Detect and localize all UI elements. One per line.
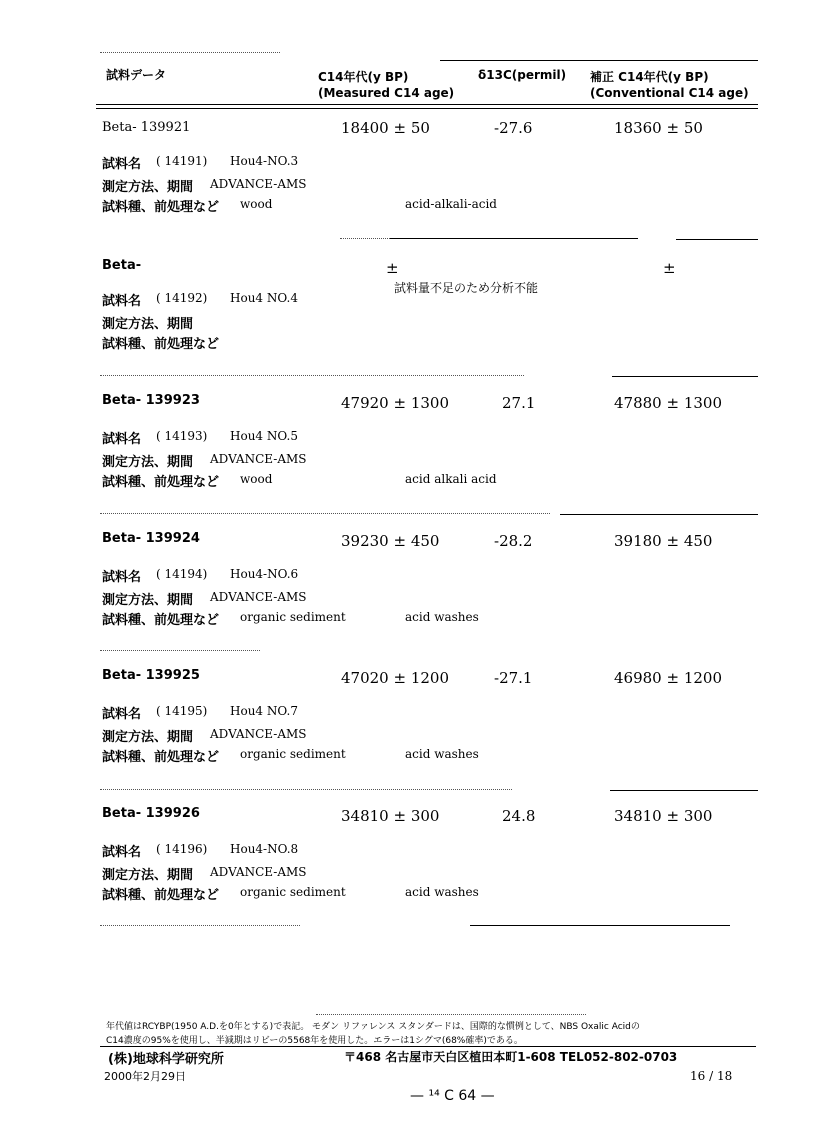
sample-name-value: Hou4-NO.8 [230, 842, 299, 856]
sample-type-label: 試料種、前処理など [102, 200, 220, 215]
sample-name-value: Hou4 NO.4 [230, 291, 298, 305]
record-conventional-age: 46980 ± 1200 [614, 669, 722, 687]
record-measured-age: 47020 ± 1200 [341, 669, 449, 687]
method-value: ADVANCE-AMS [210, 727, 307, 741]
sample-type-label: 試料種、前処理など [102, 337, 220, 352]
sample-pretreatment: acid washes [405, 747, 479, 761]
header-rule-2 [96, 108, 758, 109]
record-delta13c: 24.8 [502, 807, 536, 825]
record-conventional-age: 34810 ± 300 [614, 807, 713, 825]
sample-name-value: Hou4-NO.3 [230, 154, 299, 168]
record-divider-dots [100, 925, 300, 926]
sample-type-label: 試料種、前処理など [102, 750, 220, 765]
record-measured-age: 18400 ± 50 [341, 119, 430, 137]
sample-name-id: ( 14193) [156, 429, 208, 443]
record-conventional-age: 39180 ± 450 [614, 532, 713, 550]
method-label: 測定方法、期間 [102, 180, 194, 195]
method-label: 測定方法、期間 [102, 455, 194, 470]
company-name: (株)地球科学研究所 [108, 1052, 224, 1067]
sample-name-id: ( 14196) [156, 842, 208, 856]
record-beta-id: Beta- [102, 258, 142, 273]
sample-name-id: ( 14192) [156, 291, 208, 305]
sample-name-id: ( 14195) [156, 704, 208, 718]
document-code: — ¹⁴ C 64 — [410, 1088, 495, 1104]
record-measured-age: 47920 ± 1300 [341, 394, 449, 412]
measured-age-subheader: (Measured C14 age) [318, 86, 455, 100]
sample-name-label: 試料名 [102, 570, 142, 585]
record-delta13c: 27.1 [502, 394, 536, 412]
sample-name-label: 試料名 [102, 432, 142, 447]
record-divider-dots [100, 513, 550, 514]
record-divider-right [560, 514, 758, 515]
sample-pretreatment: acid-alkali-acid [405, 197, 497, 211]
sample-type-label: 試料種、前処理など [102, 888, 220, 903]
record-measured-age: ± [386, 259, 399, 277]
method-value: ADVANCE-AMS [210, 452, 307, 466]
header-top-rule-left [100, 52, 280, 53]
record-beta-id: Beta- 139926 [102, 806, 200, 821]
sample-material: organic sediment [240, 747, 346, 761]
footer-rule [100, 1046, 756, 1047]
company-address: 〒468 名古屋市天白区植田本町1-608 TEL052-802-0703 [344, 1050, 678, 1064]
sample-name-id: ( 14191) [156, 154, 208, 168]
sample-name-label: 試料名 [102, 845, 142, 860]
page-number: 16 / 18 [690, 1069, 733, 1083]
sample-material: wood [240, 472, 273, 486]
record-divider-dots [100, 375, 524, 376]
sample-material: organic sediment [240, 610, 346, 624]
record-conventional-age: ± [663, 259, 676, 277]
record-measured-age: 39230 ± 450 [341, 532, 440, 550]
sample-name-id: ( 14194) [156, 567, 208, 581]
record-divider-right [612, 376, 758, 377]
record-beta-id: Beta- 139923 [102, 393, 200, 408]
record-divider-right [676, 239, 758, 240]
method-value: ADVANCE-AMS [210, 177, 307, 191]
record-conventional-age: 18360 ± 50 [614, 119, 703, 137]
sample-name-value: Hou4-NO.6 [230, 567, 299, 581]
method-label: 測定方法、期間 [102, 730, 194, 745]
sample-type-label: 試料種、前処理など [102, 613, 220, 628]
method-label: 測定方法、期間 [102, 317, 194, 332]
sample-name-value: Hou4 NO.5 [230, 429, 298, 443]
record-measured-age: 34810 ± 300 [341, 807, 440, 825]
record-beta-id: Beta- 139921 [102, 120, 191, 135]
record-note: 試料量不足のため分析不能 [394, 281, 539, 295]
sample-type-label: 試料種、前処理など [102, 475, 220, 490]
delta13c-header: δ13C(permil) [478, 68, 567, 82]
sample-material: organic sediment [240, 885, 346, 899]
sample-data-header: 試料データ [106, 68, 167, 82]
record-beta-id: Beta- 139925 [102, 668, 200, 683]
record-divider-right [470, 925, 730, 926]
record-divider-right [610, 790, 758, 791]
sample-material: wood [240, 197, 273, 211]
record-delta13c: -27.1 [494, 669, 533, 687]
footer-note-line2: C14濃度の95%を使用し、半減期はリビーの5568年を使用した。エラーは1シグマ(68%確率)である。 [106, 1036, 523, 1046]
record-delta13c: -28.2 [494, 532, 533, 550]
measured-age-header: C14年代(y BP) [318, 70, 409, 84]
sample-name-label: 試料名 [102, 707, 142, 722]
record-conventional-age: 47880 ± 1300 [614, 394, 722, 412]
record-divider-dots [100, 650, 260, 651]
header-rule-1 [96, 104, 758, 105]
record-divider-dots [100, 789, 512, 790]
sample-pretreatment: acid washes [405, 885, 479, 899]
method-value: ADVANCE-AMS [210, 590, 307, 604]
footer-note-line1: 年代値はRCYBP(1950 A.D.を0年とする)で表記。 モダン リファレンス スタンダードは、国際的な慣例として、NBS Oxalic Acidの [106, 1022, 640, 1032]
record-delta13c: -27.6 [494, 119, 533, 137]
method-label: 測定方法、期間 [102, 593, 194, 608]
sample-pretreatment: acid washes [405, 610, 479, 624]
conventional-age-header: 補正 C14年代(y BP) [590, 70, 709, 84]
sample-name-label: 試料名 [102, 157, 142, 172]
sample-name-value: Hou4 NO.7 [230, 704, 298, 718]
header-top-rule-right [440, 60, 758, 61]
sample-pretreatment: acid alkali acid [405, 472, 497, 486]
record-divider-dots [340, 238, 390, 239]
record-beta-id: Beta- 139924 [102, 531, 200, 546]
record-divider [390, 238, 638, 239]
sample-name-label: 試料名 [102, 294, 142, 309]
conventional-age-subheader: (Conventional C14 age) [590, 86, 749, 100]
report-date: 2000年2月29日 [104, 1070, 186, 1083]
method-label: 測定方法、期間 [102, 868, 194, 883]
method-value: ADVANCE-AMS [210, 865, 307, 879]
footer-top-dots [316, 1014, 586, 1015]
